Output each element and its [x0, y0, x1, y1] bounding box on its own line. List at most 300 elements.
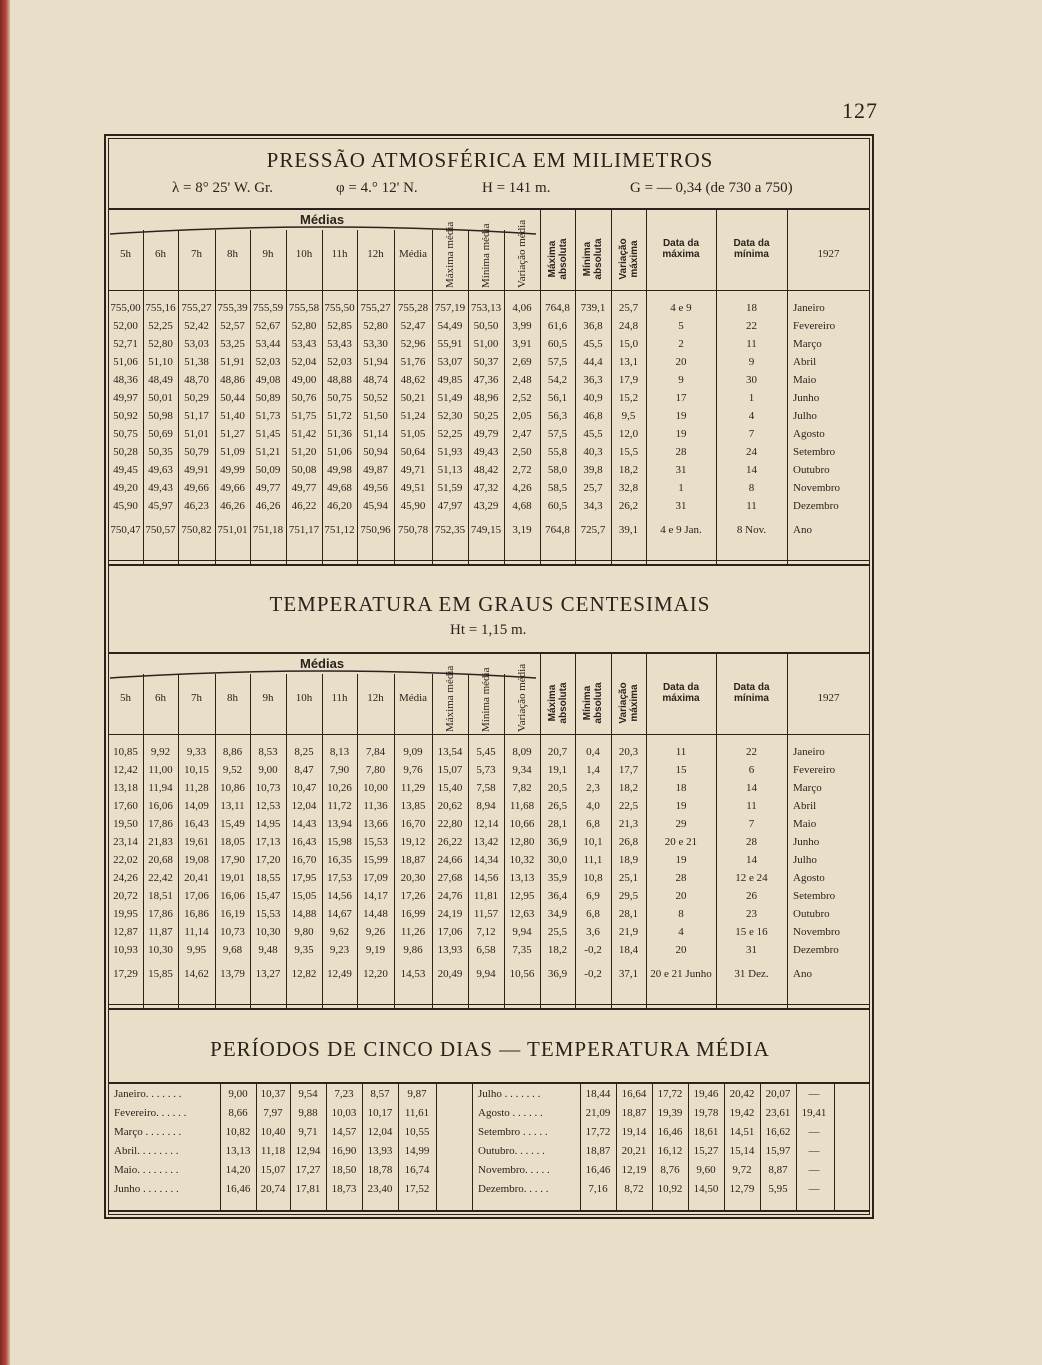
pressure-cell: Abril [793, 356, 817, 368]
temperature-cell: 10,73 [220, 926, 245, 938]
temperature-cell: 30,0 [547, 854, 568, 866]
temperature-cell: 7,82 [512, 782, 532, 794]
temperature-header-13: Mínima absoluta [582, 682, 604, 724]
pressure-cell: 48,86 [220, 374, 245, 386]
temperature-cell: 18,05 [220, 836, 245, 848]
temperature-cell: 18,51 [148, 890, 173, 902]
temperature-cell: 12,04 [291, 800, 317, 812]
temperature-cell: 9,62 [329, 926, 350, 938]
pressure-cell: 52,42 [184, 320, 209, 332]
temperature-cell: 14 [746, 854, 757, 866]
temperature-cell: 15,53 [363, 836, 388, 848]
temperature-header-16: Data da mínima [733, 682, 770, 704]
temperature-year-cell: 12,20 [363, 968, 388, 980]
periods-cell: 9,71 [298, 1126, 318, 1138]
periods-cell: 10,40 [260, 1126, 286, 1138]
pressure-cell: 49,20 [113, 482, 138, 494]
periods-cell: — [808, 1126, 820, 1138]
pressure-cell: 5 [678, 320, 684, 332]
temperature-cell: 11 [746, 800, 757, 812]
temperature-cell: 29 [675, 818, 687, 830]
pressure-cell: 60,5 [547, 500, 568, 512]
temperature-cell: 10,73 [255, 782, 281, 794]
pressure-cell: 52,04 [291, 356, 317, 368]
temperature-cell: 17,53 [327, 872, 352, 884]
pressure-cell: 51,27 [220, 428, 245, 440]
pressure-cell: 49,98 [327, 464, 352, 476]
periods-cell: 17,27 [295, 1164, 321, 1176]
pressure-cell: 4 e 9 [670, 302, 692, 314]
pressure-year-cell: 750,96 [360, 524, 391, 536]
temperature-cell: 11,28 [184, 782, 209, 794]
temperature-header-15: Data da máxima [662, 682, 700, 704]
pressure-cell: 3,99 [512, 320, 532, 332]
temperature-table-rule-bottom-double [108, 1004, 870, 1005]
temperature-cell: 19 [675, 854, 687, 866]
temperature-cell: 15,98 [327, 836, 352, 848]
temperature-header-0: 5h [120, 692, 131, 704]
temperature-cell: 6 [748, 764, 755, 776]
temperature-cell: -0,2 [584, 944, 602, 956]
pressure-cell: 51,24 [400, 410, 426, 422]
temperature-cell: 10,8 [583, 872, 603, 884]
pressure-year-cell: 3,19 [512, 524, 532, 536]
temperature-cell: 14,48 [363, 908, 388, 920]
pressure-cell: 49,71 [400, 464, 426, 476]
pressure-cell: Fevereiro [793, 320, 836, 332]
temperature-cell: 27,68 [437, 872, 463, 884]
pressure-year-cell: 750,47 [110, 524, 141, 536]
temperature-cell: 10,85 [113, 746, 138, 758]
periods-month: Fevereiro. . . . . . [114, 1107, 187, 1119]
pressure-cell: 46,26 [220, 500, 245, 512]
temperature-cell: Julho [793, 854, 817, 866]
temperature-cell: 9,19 [365, 944, 386, 956]
column-rule [436, 1082, 437, 1210]
pressure-cell: 51,91 [220, 356, 245, 368]
temperature-cell: 10,1 [583, 836, 603, 848]
temperature-cell: 8,09 [512, 746, 532, 758]
pressure-cell: 51,00 [473, 338, 499, 350]
pressure-cell: 55,91 [437, 338, 463, 350]
periods-cell: 16,46 [225, 1183, 251, 1195]
temperature-cell: 20,62 [437, 800, 463, 812]
temperature-cell: 9,86 [403, 944, 423, 956]
periods-cell: 14,99 [404, 1145, 430, 1157]
periods-month: Agosto . . . . . . [478, 1107, 543, 1119]
temperature-cell: 20,3 [618, 746, 639, 758]
temperature-cell: 9,52 [222, 764, 243, 776]
pressure-cell: 20 [675, 356, 687, 368]
temperature-cell: 11,81 [473, 890, 499, 902]
pressure-cell: 49,85 [437, 374, 463, 386]
pressure-cell: 4,06 [512, 302, 532, 314]
temperature-cell: 9,34 [512, 764, 532, 776]
temperature-cell: 17,60 [113, 800, 138, 812]
pressure-cell: 50,35 [148, 446, 173, 458]
pressure-cell: 11 [746, 338, 757, 350]
periods-cell: 9,87 [407, 1088, 427, 1100]
temperature-cell: 9,23 [329, 944, 350, 956]
pressure-cell: Maio [793, 374, 817, 386]
pressure-cell: 46,23 [184, 500, 209, 512]
pressure-cell: 2,52 [512, 392, 532, 404]
pressure-cell: 53,43 [291, 338, 317, 350]
pressure-cell: 28 [675, 446, 687, 458]
temperature-cell: 17,13 [255, 836, 281, 848]
pressure-header-5: 10h [295, 248, 313, 260]
periods-cell: 12,04 [367, 1126, 393, 1138]
temperature-cell: 22 [746, 746, 757, 758]
pressure-cell: 49,99 [220, 464, 245, 476]
pressure-cell: 52,03 [255, 356, 281, 368]
pressure-year-cell: 751,18 [252, 524, 284, 536]
temperature-cell: 12,42 [113, 764, 138, 776]
temperature-cell: 17,26 [400, 890, 426, 902]
pressure-cell: 739,1 [580, 302, 606, 314]
pressure-cell: 57,5 [547, 428, 568, 440]
pressure-cell: 49,68 [327, 482, 352, 494]
temperature-cell: 15,47 [255, 890, 281, 902]
temperature-cell: 7,12 [476, 926, 496, 938]
periods-cell: 16,64 [621, 1088, 647, 1100]
pressure-cell: 50,92 [113, 410, 138, 422]
temperature-cell: Janeiro [793, 746, 825, 758]
pressure-cell: 49,56 [363, 482, 388, 494]
temperature-cell: 3,6 [586, 926, 600, 938]
temperature-cell: 11,36 [363, 800, 388, 812]
pressure-cell: 17,9 [618, 374, 639, 386]
temperature-cell: 16,70 [400, 818, 426, 830]
pressure-cell: 36,3 [583, 374, 603, 386]
periods-cell: 9,72 [732, 1164, 752, 1176]
temperature-cell: Fevereiro [793, 764, 836, 776]
temperature-cell: 14,67 [327, 908, 352, 920]
pressure-cell: 51,49 [437, 392, 463, 404]
pressure-year-cell: 751,17 [288, 524, 320, 536]
pressure-cell: 51,01 [184, 428, 209, 440]
temperature-cell: 10,15 [184, 764, 209, 776]
temperature-cell: 9,09 [403, 746, 423, 758]
pressure-cell: 51,14 [363, 428, 388, 440]
periods-cell: 23,40 [367, 1183, 393, 1195]
temperature-year-cell: 20 e 21 Junho [650, 968, 712, 980]
temperature-cell: 16,86 [184, 908, 209, 920]
pressure-header-rule-bottom [108, 290, 870, 291]
pressure-cell: 2,69 [512, 356, 532, 368]
pressure-cell: 2,47 [512, 428, 532, 440]
pressure-cell: 46,22 [291, 500, 317, 512]
temperature-year-cell: 15,85 [148, 968, 173, 980]
pressure-cell: 49,63 [148, 464, 173, 476]
pressure-cell: Agosto [793, 428, 825, 440]
temperature-cell: 20,41 [184, 872, 209, 884]
pressure-cell: 4,26 [512, 482, 532, 494]
pressure-cell: Outubro [793, 464, 830, 476]
periods-month: Janeiro. . . . . . . [114, 1088, 182, 1100]
pressure-cell: 53,44 [255, 338, 281, 350]
pressure-cell: 47,97 [437, 500, 463, 512]
pressure-cell: 755,50 [324, 302, 355, 314]
pressure-cell: 2,72 [512, 464, 532, 476]
pressure-cell: 46,20 [327, 500, 352, 512]
periods-cell: 16,62 [765, 1126, 791, 1138]
temperature-year-cell: 9,94 [476, 968, 496, 980]
pressure-year-cell: 750,82 [181, 524, 212, 536]
pressure-header-9: Máxima média [444, 221, 456, 288]
temperature-cell: 19,95 [113, 908, 138, 920]
pressure-cell: 2,48 [512, 374, 532, 386]
temperature-cell: 18,2 [547, 944, 568, 956]
periods-cell: 7,16 [588, 1183, 608, 1195]
temperature-cell: 12,80 [509, 836, 535, 848]
temperature-cell: 9,68 [222, 944, 243, 956]
periods-cell: — [808, 1088, 820, 1100]
temperature-cell: 10,00 [363, 782, 388, 794]
temperature-cell: 13,85 [400, 800, 426, 812]
pressure-cell: 13,1 [618, 356, 639, 368]
temperature-year-cell: 13,27 [255, 968, 281, 980]
pressure-cell: 50,28 [113, 446, 138, 458]
temperature-cell: 20 [675, 890, 687, 902]
temperature-cell: 23 [746, 908, 757, 920]
pressure-cell: 57,5 [547, 356, 568, 368]
pressure-year-cell: 39,1 [618, 524, 639, 536]
pressure-cell: 32,8 [618, 482, 639, 494]
pressure-cell: 15,5 [618, 446, 639, 458]
pressure-cell: 50,01 [148, 392, 173, 404]
pressure-cell: 49,66 [220, 482, 245, 494]
pressure-header-rule-top [108, 208, 870, 210]
temperature-cell: Maio [793, 818, 817, 830]
pressure-cell: 46,8 [583, 410, 603, 422]
temperature-cell: 14,56 [327, 890, 352, 902]
pressure-cell: 49,45 [113, 464, 138, 476]
pressure-cell: 755,27 [181, 302, 212, 314]
temperature-cell: 18,87 [400, 854, 426, 866]
pressure-cell: 52,25 [148, 320, 173, 332]
pressure-cell: 51,59 [437, 482, 463, 494]
pressure-cell: 52,96 [400, 338, 426, 350]
periods-title: PERÍODOS DE CINCO DIAS — TEMPERATURA MÉDIA [210, 1037, 770, 1061]
pressure-cell: 50,44 [220, 392, 245, 404]
periods-cell: 19,14 [621, 1126, 647, 1138]
pressure-cell: 2,50 [512, 446, 532, 458]
periods-cell: 11,61 [404, 1107, 430, 1119]
temperature-cell: 26 [746, 890, 757, 902]
temperature-cell: 10,26 [327, 782, 352, 794]
pressure-cell: 40,3 [583, 446, 603, 458]
pressure-cell: 4 [748, 410, 755, 422]
temperature-header-11: Variação média [516, 663, 528, 732]
pressure-cell: 51,09 [220, 446, 245, 458]
pressure-cell: 14 [746, 464, 757, 476]
periods-cell: 9,00 [228, 1088, 248, 1100]
temperature-cell: 10,93 [113, 944, 138, 956]
pressure-cell: Junho [793, 392, 820, 404]
pressure-header-13: Mínima absoluta [582, 238, 604, 280]
pressure-header-0: 5h [120, 248, 131, 260]
temperature-cell: Março [793, 782, 822, 794]
pressure-cell: 46,26 [255, 500, 281, 512]
pressure-cell: 61,6 [547, 320, 568, 332]
periods-cell: 15,97 [765, 1145, 791, 1157]
periods-cell: 18,73 [331, 1183, 357, 1195]
temperature-cell: 21,3 [618, 818, 639, 830]
periods-cell: 16,46 [585, 1164, 611, 1176]
temperature-cell: 20 e 21 [664, 836, 698, 848]
pressure-cell: 9 [678, 374, 684, 386]
temperature-cell: 36,4 [547, 890, 568, 902]
pressure-header-17: 1927 [817, 248, 840, 260]
periods-cell: 7,97 [263, 1107, 283, 1119]
pressure-cell: 51,42 [291, 428, 317, 440]
pressure-cell: 50,50 [473, 320, 499, 332]
pressure-cell: 48,49 [148, 374, 173, 386]
pressure-cell: 51,45 [255, 428, 281, 440]
pressure-cell: 51,20 [291, 446, 317, 458]
periods-cell: 18,78 [367, 1164, 393, 1176]
temperature-header-12: Máxima absoluta [546, 682, 569, 724]
pressure-year-cell: 8 Nov. [736, 524, 767, 536]
periods-cell: 8,76 [660, 1164, 680, 1176]
temperature-cell: 7,58 [476, 782, 496, 794]
temperature-cell: 18,9 [618, 854, 639, 866]
pressure-cell: 48,36 [113, 374, 138, 386]
temperature-cell: 8,13 [329, 746, 350, 758]
temperature-cell: 24,26 [113, 872, 138, 884]
periods-cell: 12,94 [295, 1145, 321, 1157]
pressure-table-rule-bottom [108, 564, 870, 566]
temperature-header-2: 7h [191, 692, 202, 704]
pressure-cell: 52,85 [327, 320, 352, 332]
temperature-cell: 6,9 [586, 890, 600, 902]
temperature-cell: 6,58 [476, 944, 496, 956]
pressure-cell: 51,36 [327, 428, 352, 440]
temperature-cell: 17,09 [363, 872, 388, 884]
temperature-cell: 19,61 [184, 836, 209, 848]
pressure-header-12: Máxima absoluta [546, 238, 569, 280]
temperature-cell: 10,86 [220, 782, 245, 794]
periods-cell: 19,46 [693, 1088, 719, 1100]
periods-cell: 13,93 [367, 1145, 393, 1157]
temperature-cell: 14,95 [255, 818, 281, 830]
pressure-cell: 48,88 [327, 374, 352, 386]
pressure-cell: 764,8 [545, 302, 570, 314]
pressure-cell: 49,51 [400, 482, 426, 494]
pressure-cell: 50,21 [400, 392, 426, 404]
periods-cell: 20,07 [765, 1088, 791, 1100]
periods-cell: 16,74 [404, 1164, 430, 1176]
pressure-cell: 50,76 [291, 392, 317, 404]
temperature-cell: 10,32 [509, 854, 535, 866]
pressure-cell: 48,96 [473, 392, 499, 404]
pressure-cell: 1 [748, 392, 755, 404]
pressure-cell: 51,38 [184, 356, 209, 368]
pressure-header-4: 9h [262, 248, 274, 260]
temperature-cell: 5,45 [476, 746, 496, 758]
pressure-medias-brace [108, 222, 538, 236]
pressure-cell: 52,47 [400, 320, 426, 332]
temperature-cell: 28 [675, 872, 687, 884]
pressure-year-cell: 764,8 [545, 524, 570, 536]
pressure-cell: 24,8 [618, 320, 639, 332]
pressure-cell: 755,27 [360, 302, 391, 314]
temperature-cell: 15,40 [437, 782, 463, 794]
temperature-cell: 19,1 [547, 764, 568, 776]
pressure-cell: 48,62 [400, 374, 426, 386]
temperature-cell: 14,17 [363, 890, 388, 902]
pressure-header-7: 12h [367, 248, 384, 260]
pressure-cell: 753,13 [470, 302, 502, 314]
temperature-cell: 11,87 [148, 926, 173, 938]
pressure-cell: 52,71 [113, 338, 138, 350]
temperature-cell: 8,86 [222, 746, 243, 758]
pressure-cell: 40,9 [583, 392, 603, 404]
temperature-cell: 0,4 [586, 746, 600, 758]
pressure-cell: 2 [678, 338, 684, 350]
temperature-header-4: 9h [262, 692, 274, 704]
periods-cell: 18,44 [585, 1088, 611, 1100]
temperature-cell: 28 [746, 836, 757, 848]
temperature-header-14: Variação máxima [617, 682, 640, 724]
periods-month: Novembro. . . . . [478, 1164, 550, 1176]
pressure-title: PRESSÃO ATMOSFÉRICA EM MILIMETROS [266, 148, 714, 172]
pressure-year-cell: 750,57 [145, 524, 176, 536]
pressure-cell: 43,29 [473, 500, 499, 512]
temperature-cell: 14,56 [473, 872, 499, 884]
temperature-cell: 8,94 [476, 800, 496, 812]
temperature-cell: 12,87 [113, 926, 138, 938]
periods-month: Junho . . . . . . . [114, 1183, 179, 1195]
pressure-cell: 755,28 [397, 302, 429, 314]
pressure-cell: 22 [746, 320, 757, 332]
pressure-cell: 17 [675, 392, 687, 404]
temperature-cell: 8,53 [258, 746, 278, 758]
pressure-cell: 52,00 [113, 320, 138, 332]
temperature-cell: 18 [675, 782, 687, 794]
temperature-cell: 11 [675, 746, 687, 758]
temperature-cell: 17,06 [184, 890, 209, 902]
periods-cell: 17,72 [657, 1088, 683, 1100]
temperature-cell: 16,06 [220, 890, 245, 902]
periods-cell: 5,95 [768, 1183, 788, 1195]
pressure-cell: 52,80 [363, 320, 388, 332]
periods-cell: — [808, 1145, 820, 1157]
periods-cell: 23,61 [765, 1107, 791, 1119]
pressure-cell: Março [793, 338, 822, 350]
pressure-cell: 50,29 [184, 392, 209, 404]
temperature-cell: 17,86 [148, 818, 173, 830]
temperature-cell: 15,05 [291, 890, 317, 902]
pressure-cell: 3,91 [512, 338, 532, 350]
pressure-cell: 755,58 [288, 302, 320, 314]
temperature-cell: 18,55 [255, 872, 281, 884]
pressure-cell: 51,93 [437, 446, 463, 458]
pressure-cell: 45,5 [583, 338, 603, 350]
periods-cell: 14,57 [331, 1126, 357, 1138]
pressure-header-16: Data da mínima [733, 238, 770, 260]
pressure-cell: 49,77 [255, 482, 281, 494]
temperature-cell: 17,90 [220, 854, 245, 866]
temperature-header-9: Máxima média [444, 665, 456, 732]
pressure-cell: 31 [675, 500, 687, 512]
pressure-cell: 18,2 [618, 464, 639, 476]
pressure-cell: 49,77 [291, 482, 317, 494]
pressure-cell: 45,94 [363, 500, 388, 512]
pressure-header-8: Média [398, 248, 428, 260]
pressure-cell: 49,43 [148, 482, 173, 494]
